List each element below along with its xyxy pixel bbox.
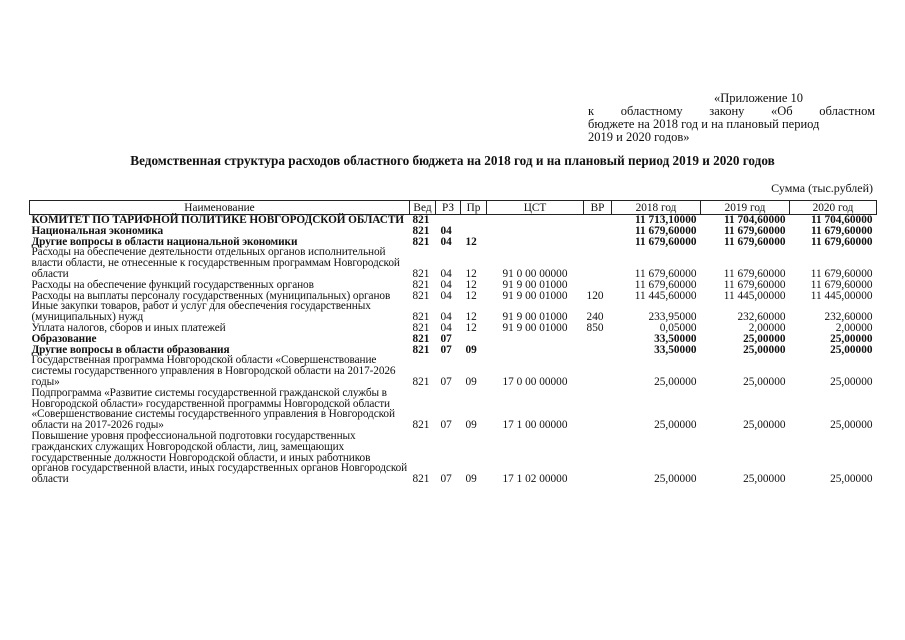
row-rz: 04 (440, 235, 452, 248)
row-ved: 821 (412, 332, 430, 345)
row-2019: 25,00000 (743, 473, 786, 486)
row-vr (584, 334, 612, 345)
row-vr (584, 237, 612, 248)
row-2019: 25,00000 (743, 419, 786, 432)
table-row (30, 388, 877, 431)
row-name: Национальная экономика (31, 224, 164, 237)
row-pr: 09 (465, 343, 477, 356)
row-vr: 120 (586, 289, 604, 302)
table-row (30, 334, 877, 345)
row-rz: 04 (440, 267, 452, 280)
table-row (30, 247, 877, 279)
row-rz: 07 (440, 375, 452, 388)
row-ved: 821 (412, 473, 430, 486)
row-2020: 25,00000 (830, 419, 873, 432)
row-ved: 821 (412, 267, 430, 280)
row-name: Государственная программа Новгородской области «Совершенствование системы государственного управления в Новгородской области на 2017-2026 годы» (31, 354, 396, 388)
row-vr (584, 280, 612, 291)
row-2018: 33,50000 (654, 332, 697, 345)
row-rz: 07 (440, 332, 452, 345)
table-row (30, 431, 877, 485)
row-vr (584, 226, 612, 237)
row-2018: 11 679,60000 (634, 235, 697, 248)
row-2019: 11 445,00000 (723, 289, 786, 302)
row-pr: 09 (465, 419, 477, 432)
row-ved: 821 (412, 311, 430, 324)
row-2018: 25,00000 (654, 419, 697, 432)
budget-table (29, 200, 877, 485)
row-name: Иные закупки товаров, работ и услуг для обеспечения государственных (муниципальных) нужд (31, 300, 371, 324)
row-pr: 12 (465, 267, 477, 280)
row-2020: 11 445,00000 (810, 289, 873, 302)
row-name: Другие вопросы в области образования (31, 343, 230, 356)
row-name: Расходы на обеспечение функций государственных органов (31, 278, 314, 291)
col-pr-header: Пр (461, 201, 487, 215)
row-cst (487, 237, 584, 248)
row-cst: 91 9 00 01000 (502, 278, 568, 291)
col-rz-header: РЗ (436, 201, 461, 215)
row-cst: 17 1 02 00000 (502, 473, 568, 486)
row-ved: 821 (412, 289, 430, 302)
col-2018-header: 2018 год (612, 201, 701, 215)
row-2019: 11 679,60000 (723, 267, 786, 280)
row-vr (584, 215, 612, 226)
row-ved: 821 (412, 214, 430, 226)
table-header-row (30, 201, 877, 215)
col-2020-header: 2020 год (790, 201, 877, 215)
row-cst (487, 226, 584, 237)
row-pr (461, 215, 487, 226)
row-vr (584, 247, 612, 279)
row-cst: 17 0 00 00000 (502, 375, 568, 388)
row-2020: 2,00000 (835, 321, 873, 334)
row-2018: 25,00000 (654, 473, 697, 486)
row-pr: 12 (465, 235, 477, 248)
col-ved-header: Вед (410, 201, 436, 215)
row-vr: 240 (586, 311, 604, 324)
row-pr (461, 226, 487, 237)
row-rz: 07 (440, 419, 452, 432)
document-title: Ведомственная структура расходов областного бюджета на 2018 год и на плановый период 2019 и 2020 годов (130, 153, 775, 168)
row-2019: 11 679,60000 (723, 235, 786, 248)
col-vr-header: ВР (584, 201, 612, 215)
table-row (30, 355, 877, 387)
row-rz: 04 (440, 289, 452, 302)
row-rz: 07 (440, 343, 452, 356)
row-2020: 232,60000 (824, 311, 873, 324)
row-2018: 33,50000 (654, 343, 697, 356)
row-cst (487, 215, 584, 226)
row-name: Расходы на выплаты персоналу государственных (муниципальных) органов (31, 289, 391, 302)
row-2018: 11 713,10000 (634, 214, 697, 226)
row-vr (584, 345, 612, 356)
row-2019: 11 679,60000 (723, 224, 786, 237)
row-ved: 821 (412, 321, 430, 334)
row-2020: 25,00000 (830, 375, 873, 388)
row-2019: 232,60000 (737, 311, 786, 324)
row-2019: 2,00000 (748, 321, 786, 334)
row-cst: 91 9 00 01000 (502, 321, 568, 334)
row-pr (461, 334, 487, 345)
row-cst (487, 345, 584, 356)
row-name: Образование (31, 332, 97, 345)
row-vr (584, 355, 612, 387)
row-2020: 11 704,60000 (810, 214, 873, 226)
appendix-line-1: «Приложение 10 (714, 91, 803, 105)
row-2020: 11 679,60000 (810, 267, 873, 280)
row-pr: 09 (465, 473, 477, 486)
row-2019: 25,00000 (743, 375, 786, 388)
row-rz: 04 (440, 321, 452, 334)
row-rz: 07 (440, 473, 452, 486)
row-2019: 11 679,60000 (723, 278, 786, 291)
appendix-note (588, 92, 875, 144)
row-name: Подпрограмма «Развитие системы государственной гражданской службы в Новгородской области» государственной программы Новгородской области «Совершенствование системы государственного управления в Новгородской области на 2017-2026 годы» (31, 386, 395, 432)
row-cst: 91 0 00 00000 (502, 267, 568, 280)
row-ved: 821 (412, 235, 430, 248)
row-ved: 821 (412, 278, 430, 291)
appendix-line-4: 2019 и 2020 годов» (588, 130, 690, 144)
row-vr (584, 431, 612, 485)
row-name: Расходы на обеспечение деятельности отдельных органов исполнительной власти области, не отнесенные к государственным программам Новгородской области (31, 246, 400, 280)
row-rz: 04 (440, 311, 452, 324)
col-name-header: Наименование (30, 201, 410, 215)
row-rz: 04 (440, 278, 452, 291)
row-ved: 821 (412, 343, 430, 356)
row-pr: 09 (465, 375, 477, 388)
appendix-line-3: бюджете на 2018 год и на плановый период (588, 117, 820, 131)
row-2018: 11 679,60000 (634, 224, 697, 237)
row-2020: 11 679,60000 (810, 224, 873, 237)
row-cst: 91 9 00 01000 (502, 289, 568, 302)
col-cst-header: ЦСТ (487, 201, 584, 215)
row-2018: 11 445,60000 (634, 289, 697, 302)
row-name: Другие вопросы в области национальной экономики (31, 235, 298, 248)
row-2018: 11 679,60000 (634, 267, 697, 280)
table-row (30, 301, 877, 323)
row-2020: 11 679,60000 (810, 278, 873, 291)
row-ved: 821 (412, 375, 430, 388)
row-2018: 11 679,60000 (634, 278, 697, 291)
row-pr: 12 (465, 311, 477, 324)
row-2020: 25,00000 (830, 473, 873, 486)
row-2019: 11 704,60000 (723, 214, 786, 226)
row-rz: 04 (440, 224, 452, 237)
units-label: Сумма (тыс.рублей) (771, 181, 873, 195)
row-2018: 25,00000 (654, 375, 697, 388)
row-cst (487, 334, 584, 345)
row-name: Повышение уровня профессиональной подготовки государственных гражданских служащих Новгородской области, лиц, замещающих государственные должности Новгородской области, и иных работников органов государственной власти, иных государственных органов Новгородской области (31, 429, 408, 486)
row-2020: 25,00000 (830, 343, 873, 356)
row-2018: 233,95000 (648, 311, 697, 324)
table-row (30, 280, 877, 291)
row-ved: 821 (412, 419, 430, 432)
row-vr: 850 (586, 321, 604, 334)
row-pr: 12 (465, 278, 477, 291)
appendix-line-2: к областному закону «Об областном (588, 104, 875, 118)
row-cst: 91 9 00 01000 (502, 311, 568, 324)
row-2020: 25,00000 (830, 332, 873, 345)
row-2018: 0,05000 (659, 321, 697, 334)
row-pr: 12 (465, 289, 477, 302)
col-2019-header: 2019 год (701, 201, 790, 215)
row-name: КОМИТЕТ ПО ТАРИФНОЙ ПОЛИТИКЕ НОВГОРОДСКОЙ ОБЛАСТИ (31, 214, 404, 226)
row-2019: 25,00000 (743, 332, 786, 345)
row-ved: 821 (412, 224, 430, 237)
table-row (30, 226, 877, 237)
row-vr (584, 388, 612, 431)
row-2020: 11 679,60000 (810, 235, 873, 248)
row-2019: 25,00000 (743, 343, 786, 356)
row-cst: 17 1 00 00000 (502, 419, 568, 432)
row-pr: 12 (465, 321, 477, 334)
row-name: Уплата налогов, сборов и иных платежей (31, 321, 226, 334)
